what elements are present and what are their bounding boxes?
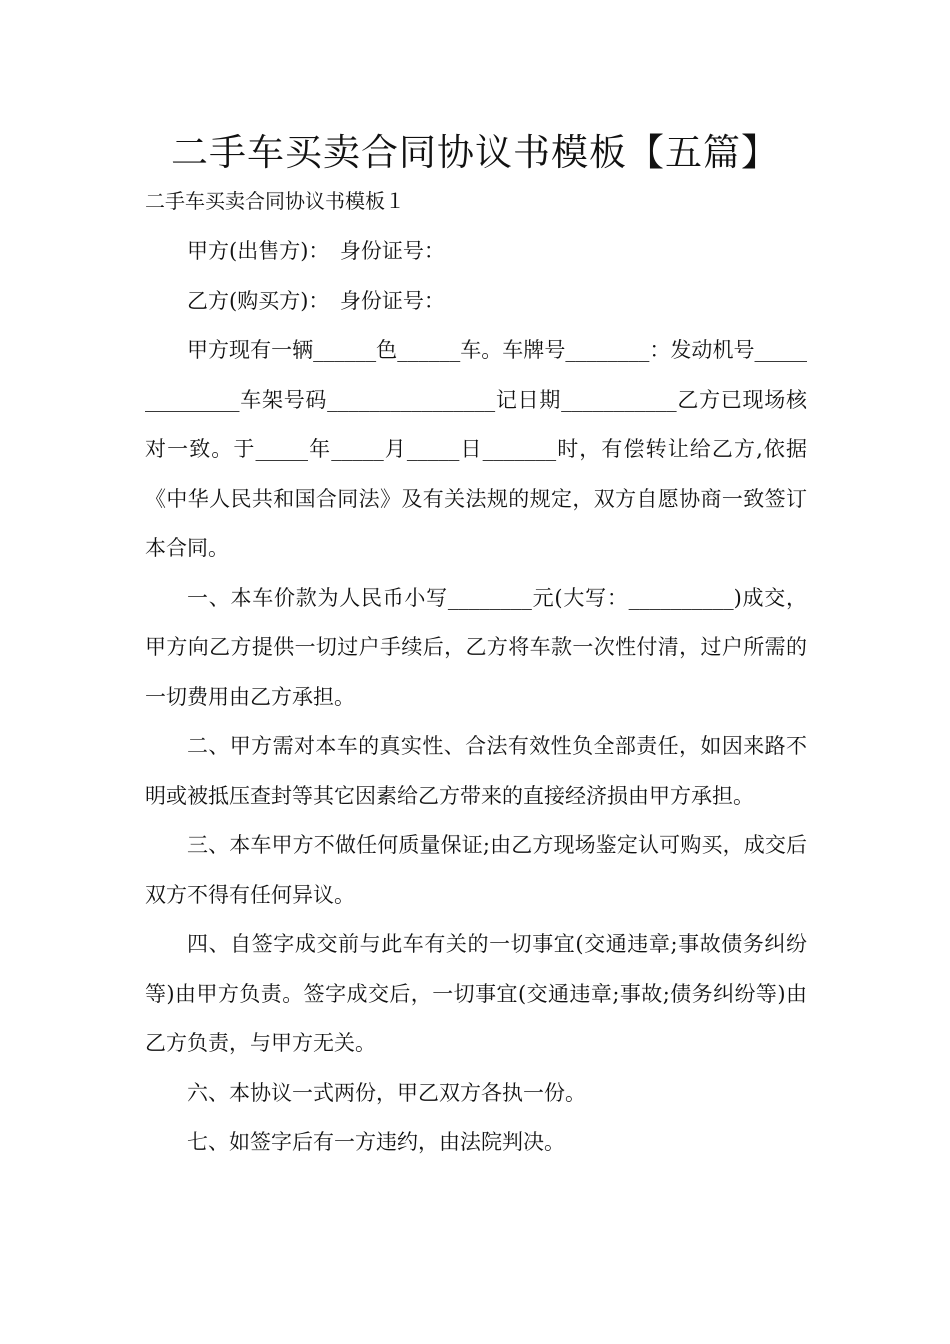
clause-6-paragraph: 六、本协议一式两份，甲乙双方各执一份。 <box>187 1080 586 1105</box>
vehicle-description-paragraph: 甲方现有一辆______色______车。车牌号________：发动机号______________车架号码________________记日期___________乙方已现场核对一致。于_____年_____月_____日_______时，有偿转让给乙方,依据《中华人民共和国合同法》及有关法规的规定，双方自愿协商一致签订本合同。 <box>145 338 807 560</box>
clause-3-paragraph: 三、本车甲方不做任何质量保证;由乙方现场鉴定认可购买，成交后双方不得有任何异议。 <box>145 833 807 907</box>
document-subtitle: 二手车买卖合同协议书模板１ <box>145 189 405 213</box>
clause-2-paragraph: 二、甲方需对本车的真实性、合法有效性负全部责任，如因来路不明或被抵压查封等其它因素给乙方带来的直接经济损由甲方承担。 <box>145 734 807 808</box>
clause-7-paragraph: 七、如签字后有一方违约，由法院判决。 <box>187 1130 565 1154</box>
document-body <box>145 227 807 1168</box>
clause-4-paragraph: 四、自签字成交前与此车有关的一切事宜(交通违章;事故债务纠纷等)由甲方负责。签字成交后，一切事宜(交通违章;事故;债务纠纷等)由乙方负责，与甲方无关。 <box>145 932 807 1055</box>
document-title: 二手车买卖合同协议书模板【五篇】 <box>171 131 779 174</box>
party-b-line: 乙方(购买方)： 身份证号： <box>187 288 445 313</box>
clause-1-paragraph: 一、本车价款为人民币小写________元(大写：__________)成交，甲方向乙方提供一切过户手续后，乙方将车款一次性付清，过户所需的一切费用由乙方承担。 <box>145 585 807 709</box>
party-a-line: 甲方(出售方)： 身份证号： <box>187 239 445 263</box>
